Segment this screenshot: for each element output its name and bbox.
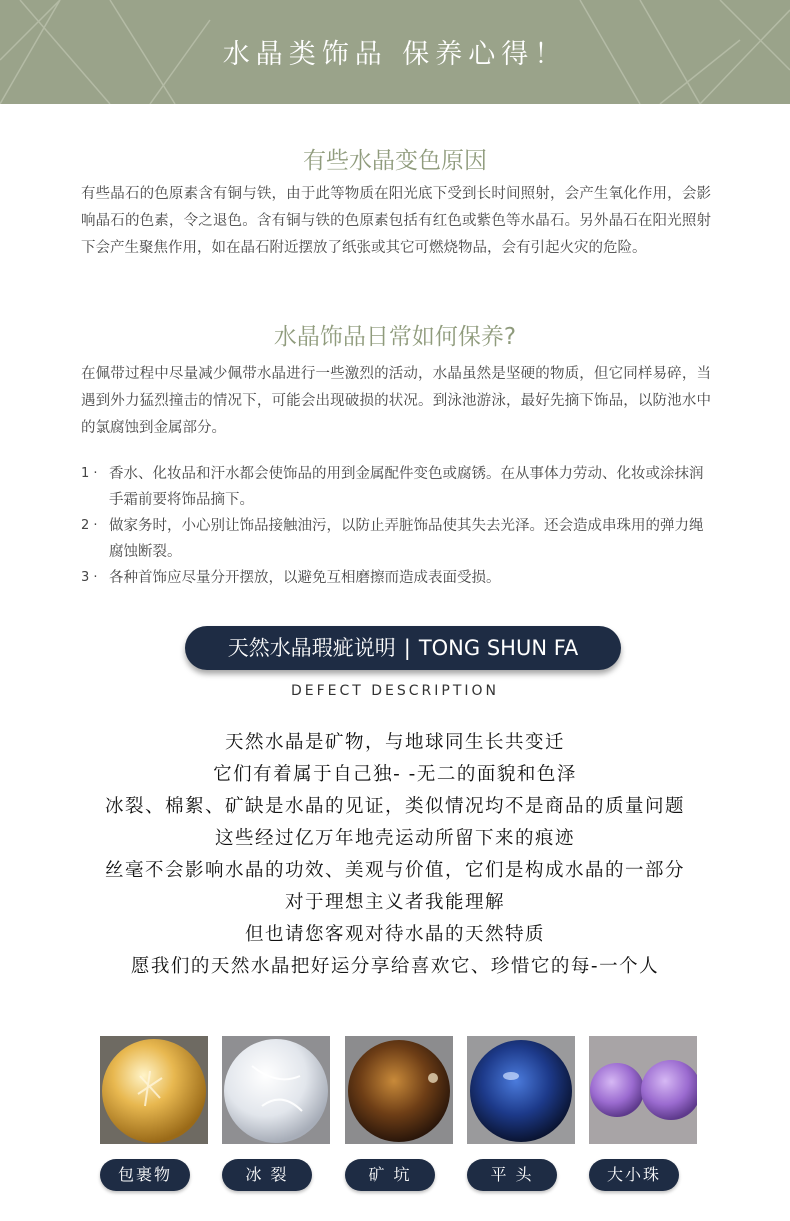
brand-name: TONG SHUN FA bbox=[418, 636, 579, 660]
sample-inclusion bbox=[100, 1036, 208, 1184]
list-item-text: 做家务时，小心别让饰品接触油污，以防止弄脏饰品使其失去光泽。还会造成串珠用的弹力绳腐蚀断裂。 bbox=[109, 518, 704, 560]
sample-photo bbox=[345, 1036, 453, 1144]
section-body-discolor: 有些晶石的色原素含有铜与铁，由于此等物质在阳光底下受到长时间照射，会产生氧化作用，会影响晶石的色素，令之退色。含有铜与铁的色原素包括有红色或紫色等水晶石。另外晶石在阳光照射下会产生聚焦作用，如在晶石附近摆放了纸张或其它可燃烧物品，会有引起火灾的危险。 bbox=[81, 186, 711, 256]
banner-title: 水晶类饰品 保养心得！ bbox=[222, 39, 568, 70]
list-item-number: 2 · bbox=[81, 518, 98, 533]
sample-photo bbox=[222, 1036, 330, 1144]
sample-label: 包裹物 bbox=[100, 1159, 190, 1191]
section-body-care: 在佩带过程中尽量减少佩带水晶进行一些激烈的活动，水晶虽然是坚硬的物质，但它同样易碎，当遇到外力猛烈撞击的情况下，可能会出现破损的状况。到泳池游泳，最好先摘下饰品，以防池水中的氯腐蚀到金属部分。 bbox=[81, 366, 711, 436]
list-item-number: 3 · bbox=[81, 570, 98, 585]
sample-label: 冰 裂 bbox=[222, 1159, 312, 1191]
header-banner bbox=[0, 0, 790, 104]
list-item-text: 各种首饰应尽量分开摆放，以避免互相磨擦而造成表面受损。 bbox=[109, 570, 501, 586]
sample-photo bbox=[589, 1036, 697, 1144]
section-title-care: 水晶饰品日常如何保养? bbox=[273, 324, 517, 350]
list-item-number: 1 · bbox=[81, 466, 98, 481]
statement-line: 冰裂、棉絮、矿缺是水晶的见证，类似情况均不是商品的质量问题 bbox=[104, 796, 685, 817]
defect-statement bbox=[0, 727, 790, 983]
statement-line: 愿我们的天然水晶把好运分享给喜欢它、珍惜它的每-一个人 bbox=[130, 956, 660, 977]
sample-flat-top bbox=[467, 1036, 575, 1184]
sample-label: 平 头 bbox=[467, 1159, 557, 1191]
defect-subtitle: DEFECT DESCRIPTION bbox=[290, 683, 500, 699]
statement-line: 对于理想主义者我能理解 bbox=[284, 892, 505, 913]
sample-pit bbox=[345, 1036, 453, 1184]
care-tips-list bbox=[81, 461, 711, 591]
sample-photo bbox=[100, 1036, 208, 1144]
sample-ice-crack bbox=[222, 1036, 330, 1184]
sample-photo bbox=[467, 1036, 575, 1144]
statement-line: 但也请您客观对待水晶的天然特质 bbox=[244, 924, 545, 945]
list-item bbox=[81, 513, 711, 565]
defect-title: 天然水晶瑕疵说明 bbox=[227, 636, 396, 660]
list-item bbox=[81, 461, 711, 513]
statement-line: 丝毫不会影响水晶的功效、美观与价值，它们是构成水晶的一部分 bbox=[104, 860, 685, 881]
statement-line: 这些经过亿万年地壳运动所留下来的痕迹 bbox=[214, 828, 575, 849]
list-item-text: 香水、化妆品和汗水都会使饰品的用到金属配件变色或腐锈。在从事体力劳动、化妆或涂抹润手霜前要将饰品摘下。 bbox=[109, 466, 704, 508]
sample-label: 大小珠 bbox=[589, 1159, 679, 1191]
defect-separator: | bbox=[403, 636, 411, 660]
list-item bbox=[81, 565, 711, 591]
defect-title-banner bbox=[185, 626, 621, 670]
statement-line: 天然水晶是矿物，与地球同生长共变迁 bbox=[224, 732, 565, 753]
sample-label: 矿 坑 bbox=[345, 1159, 435, 1191]
sample-uneven-beads bbox=[589, 1036, 697, 1184]
statement-line: 它们有着属于自己独- -无二的面貌和色泽 bbox=[213, 764, 577, 785]
section-title-discolor: 有些水晶变色原因 bbox=[303, 148, 487, 174]
